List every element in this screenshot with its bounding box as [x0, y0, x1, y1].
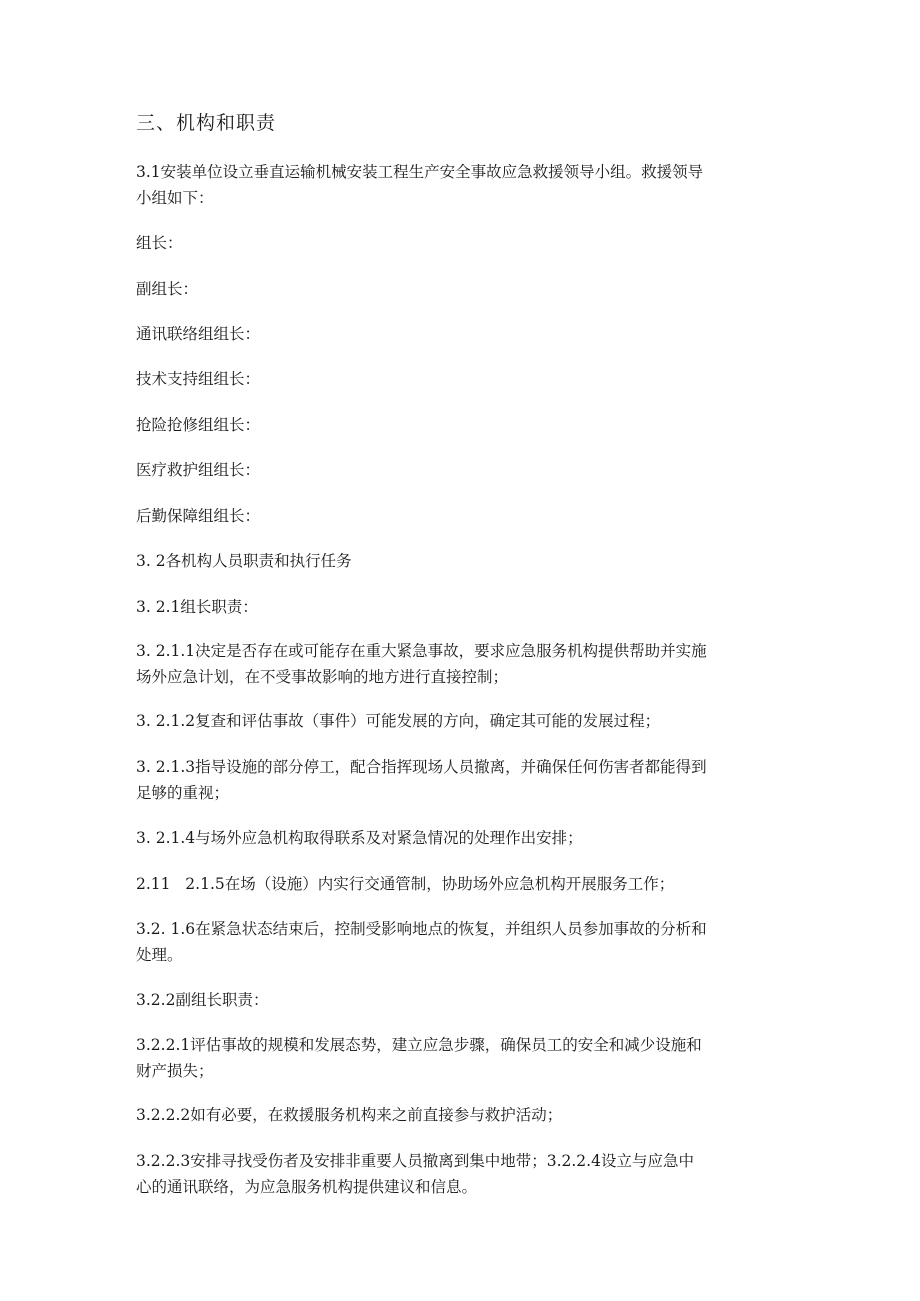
paragraph	[136, 1032, 786, 1084]
paragraph-line: 2.11 2.1.5在场（设施）内实行交通管制，协助场外应急机构开展服务工作；	[136, 875, 675, 893]
paragraph-line: 3.2. 1.6在紧急状态结束后，控制受影响地点的恢复，并组织人员参加事故的分析和	[136, 920, 707, 938]
paragraph	[136, 825, 786, 851]
paragraph-line: 3.1安装单位设立垂直运输机械安装工程生产安全事故应急救援领导小组。救援领导	[136, 163, 704, 181]
paragraph-line: 3. 2.1.3指导设施的部分停工，配合指挥现场人员撤离，并确保任何伤害者都能得到	[136, 758, 707, 776]
paragraph-line: 心的通讯联络，为应急服务机构提供建议和信息。	[136, 1178, 478, 1196]
paragraph-line: 技术支持组组长：	[136, 370, 261, 388]
paragraph-line: 3.2.2.1评估事故的规模和发展态势，建立应急步骤，确保员工的安全和减少设施和	[136, 1036, 702, 1054]
paragraph	[136, 276, 786, 302]
paragraph	[136, 1148, 786, 1200]
paragraph	[136, 457, 786, 483]
paragraph-line: 3.2.2副组长职责：	[136, 991, 269, 1009]
paragraph-line: 小组如下：	[136, 189, 214, 207]
paragraph-line: 通讯联络组组长：	[136, 325, 261, 343]
paragraph	[136, 754, 786, 806]
section-heading: 三、机构和职责	[136, 112, 277, 134]
paragraph	[136, 638, 786, 690]
paragraph-line: 场外应急计划，在不受事故影响的地方进行直接控制；	[136, 668, 509, 686]
paragraph-line: 3. 2.1.4与场外应急机构取得联系及对紧急情况的处理作出安排；	[136, 829, 583, 847]
paragraph-line: 3.2.2.2如有必要，在救援服务机构来之前直接参与救护活动；	[136, 1106, 563, 1124]
paragraph-line: 组长：	[136, 234, 183, 252]
paragraph	[136, 366, 786, 392]
paragraph	[136, 548, 786, 574]
paragraph	[136, 708, 786, 734]
paragraph-line: 处理。	[136, 946, 183, 964]
paragraph-line: 3. 2.1.1决定是否存在或可能存在重大紧急事故，要求应急服务机构提供帮助并实施	[136, 642, 707, 660]
paragraph	[136, 916, 786, 968]
paragraph	[136, 1102, 786, 1128]
paragraph-line: 足够的重视；	[136, 784, 230, 802]
paragraph-line: 副组长：	[136, 280, 199, 298]
paragraph-line: 抢险抢修组组长：	[136, 416, 261, 434]
paragraph-line: 3. 2.1组长职责：	[136, 598, 258, 616]
paragraph	[136, 594, 786, 620]
paragraph-line: 3. 2.1.2复查和评估事故（事件）可能发展的方向，确定其可能的发展过程；	[136, 712, 661, 730]
paragraph-line: 后勤保障组组长：	[136, 507, 261, 525]
paragraph-line: 财产损失；	[136, 1062, 214, 1080]
paragraph	[136, 412, 786, 438]
paragraph-line: 3. 2各机构人员职责和执行任务	[136, 552, 352, 570]
paragraph-line: 医疗救护组组长：	[136, 461, 261, 479]
paragraph	[136, 230, 786, 256]
paragraph-line: 3.2.2.3安排寻找受伤者及安排非重要人员撤离到集中地带；3.2.2.4设立与应急中	[136, 1152, 694, 1170]
paragraph	[136, 871, 786, 897]
paragraph	[136, 503, 786, 529]
paragraph	[136, 987, 786, 1013]
paragraph	[136, 159, 786, 211]
paragraph	[136, 321, 786, 347]
